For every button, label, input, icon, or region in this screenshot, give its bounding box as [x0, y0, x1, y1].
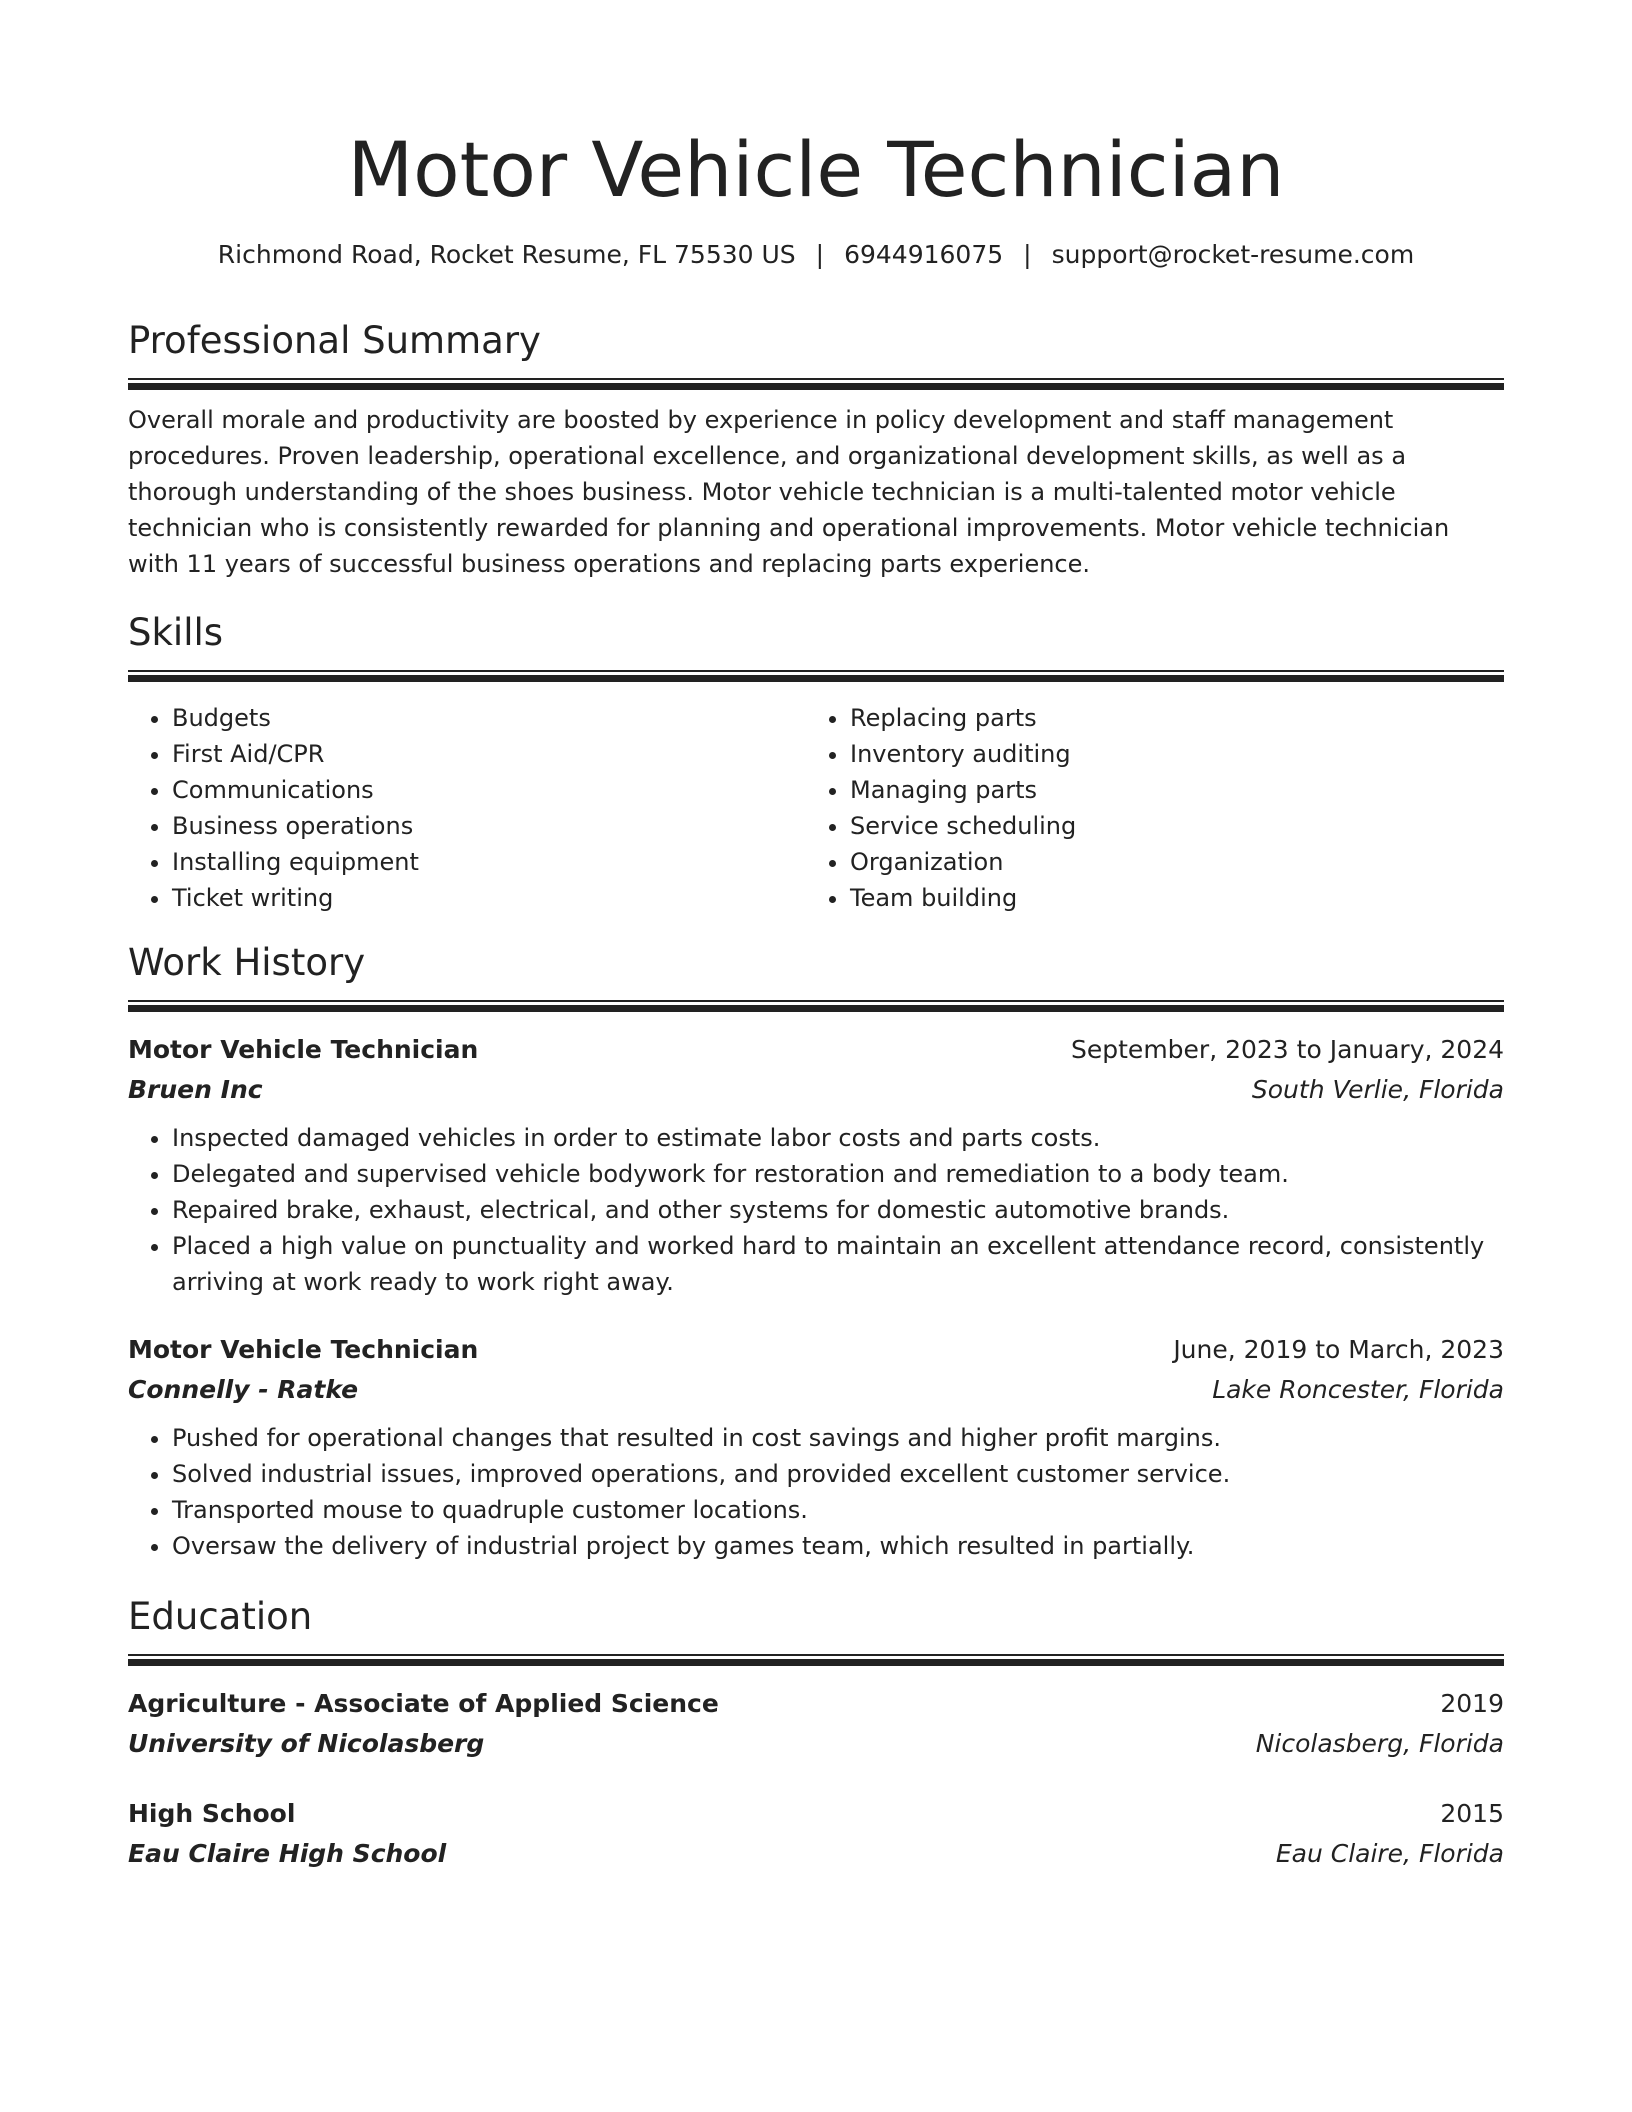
section-divider-thick	[128, 1005, 1504, 1012]
contact-separator: |	[1023, 240, 1032, 269]
skill-item: • Organization	[850, 844, 1484, 880]
education-header-row	[128, 1684, 1504, 1724]
job-header-row	[128, 1030, 1504, 1070]
skills-section	[128, 608, 1504, 916]
section-divider-thick	[128, 383, 1504, 390]
section-divider	[128, 1000, 1504, 1002]
section-title-summary: Professional Summary	[128, 319, 541, 362]
education-school: Eau Claire High School	[128, 1839, 447, 1868]
section-divider	[128, 378, 1504, 380]
job-bullet: • Repaired brake, exhaust, electrical, and other systems for domestic automotive brands.	[172, 1192, 1504, 1228]
job-header-row	[128, 1330, 1504, 1370]
skill-item: • Inventory auditing	[850, 736, 1484, 772]
job-title: Motor Vehicle Technician	[128, 1335, 479, 1364]
job-bullets	[128, 1120, 1504, 1300]
job-entry	[128, 1330, 1504, 1564]
resume-name: Motor Vehicle Technician	[347, 125, 1285, 214]
education-location: Nicolasberg, Florida	[1255, 1729, 1504, 1758]
job-company-row	[128, 1370, 1504, 1410]
section-divider	[128, 1654, 1504, 1656]
skill-item: • Business operations	[172, 808, 806, 844]
skills-column-right	[806, 700, 1484, 916]
education-degree: Agriculture - Associate of Applied Science	[128, 1689, 719, 1718]
education-school-row	[128, 1724, 1504, 1764]
skill-item: • Replacing parts	[850, 700, 1484, 736]
job-bullet: • Placed a high value on punctuality and worked hard to maintain an excellent attendance record, consistently arriving at work ready to work right away.	[172, 1228, 1504, 1300]
job-title: Motor Vehicle Technician	[128, 1035, 479, 1064]
education-entry	[128, 1684, 1504, 1764]
job-bullet: • Inspected damaged vehicles in order to estimate labor costs and parts costs.	[172, 1120, 1504, 1156]
skill-item: • Ticket writing	[172, 880, 806, 916]
education-year: 2015	[1440, 1799, 1504, 1828]
skill-item: • Managing parts	[850, 772, 1484, 808]
job-dates: September, 2023 to January, 2024	[1071, 1035, 1504, 1064]
education-year: 2019	[1440, 1689, 1504, 1718]
job-location: South Verlie, Florida	[1251, 1075, 1504, 1104]
section-title-work-history: Work History	[128, 941, 366, 984]
contact-address: Richmond Road, Rocket Resume, FL 75530 US	[217, 240, 796, 269]
summary-text: Overall morale and productivity are boosted by experience in policy development and staff management procedures. Proven leadership, operational excellence, and organizational development skills, as well as a thorough understanding of the shoes business. Motor vehicle technician is a multi-talented motor vehicle technician who is consistently rewarded for planning and operational improvements. Motor vehicle technician with 11 years of successful business operations and replacing parts experience.	[128, 406, 1450, 578]
job-location: Lake Roncester, Florida	[1212, 1375, 1504, 1404]
job-bullet: • Delegated and supervised vehicle bodywork for restoration and remediation to a body team.	[172, 1156, 1504, 1192]
education-school: University of Nicolasberg	[128, 1729, 485, 1758]
job-company-row	[128, 1070, 1504, 1110]
education-location: Eau Claire, Florida	[1275, 1839, 1504, 1868]
section-divider	[128, 670, 1504, 672]
skill-item: • Communications	[172, 772, 806, 808]
job-company: Bruen Inc	[128, 1075, 263, 1104]
education-section	[128, 1592, 1504, 1874]
job-bullet: • Transported mouse to quadruple customer locations.	[172, 1492, 1504, 1528]
job-bullet: • Oversaw the delivery of industrial project by games team, which resulted in partially.	[172, 1528, 1504, 1564]
job-company: Connelly - Ratke	[128, 1375, 359, 1404]
contact-line	[128, 237, 1504, 273]
education-entry	[128, 1794, 1504, 1874]
skill-item: • Service scheduling	[850, 808, 1484, 844]
job-bullet: • Pushed for operational changes that resulted in cost savings and higher profit margins.	[172, 1420, 1504, 1456]
skills-columns	[128, 700, 1504, 916]
section-title-skills: Skills	[128, 611, 224, 654]
contact-separator: |	[815, 240, 825, 269]
education-school-row	[128, 1834, 1504, 1874]
section-divider-thick	[128, 675, 1504, 682]
work-history-section	[128, 938, 1504, 1564]
skill-item: • Budgets	[172, 700, 806, 736]
contact-phone: 6944916075	[844, 240, 1004, 269]
job-dates: June, 2019 to March, 2023	[1173, 1335, 1504, 1364]
skills-column-left	[128, 700, 806, 916]
section-divider-thick	[128, 1659, 1504, 1666]
education-degree: High School	[128, 1799, 296, 1828]
section-title-education: Education	[128, 1595, 313, 1638]
job-bullets	[128, 1420, 1504, 1564]
job-bullet: • Solved industrial issues, improved operations, and provided excellent customer service.	[172, 1456, 1504, 1492]
education-header-row	[128, 1794, 1504, 1834]
skill-item: • Installing equipment	[172, 844, 806, 880]
summary-section	[128, 316, 1504, 582]
skill-item: • Team building	[850, 880, 1484, 916]
skill-item: • First Aid/CPR	[172, 736, 806, 772]
contact-email: support@rocket-resume.com	[1051, 240, 1415, 269]
job-entry	[128, 1030, 1504, 1300]
